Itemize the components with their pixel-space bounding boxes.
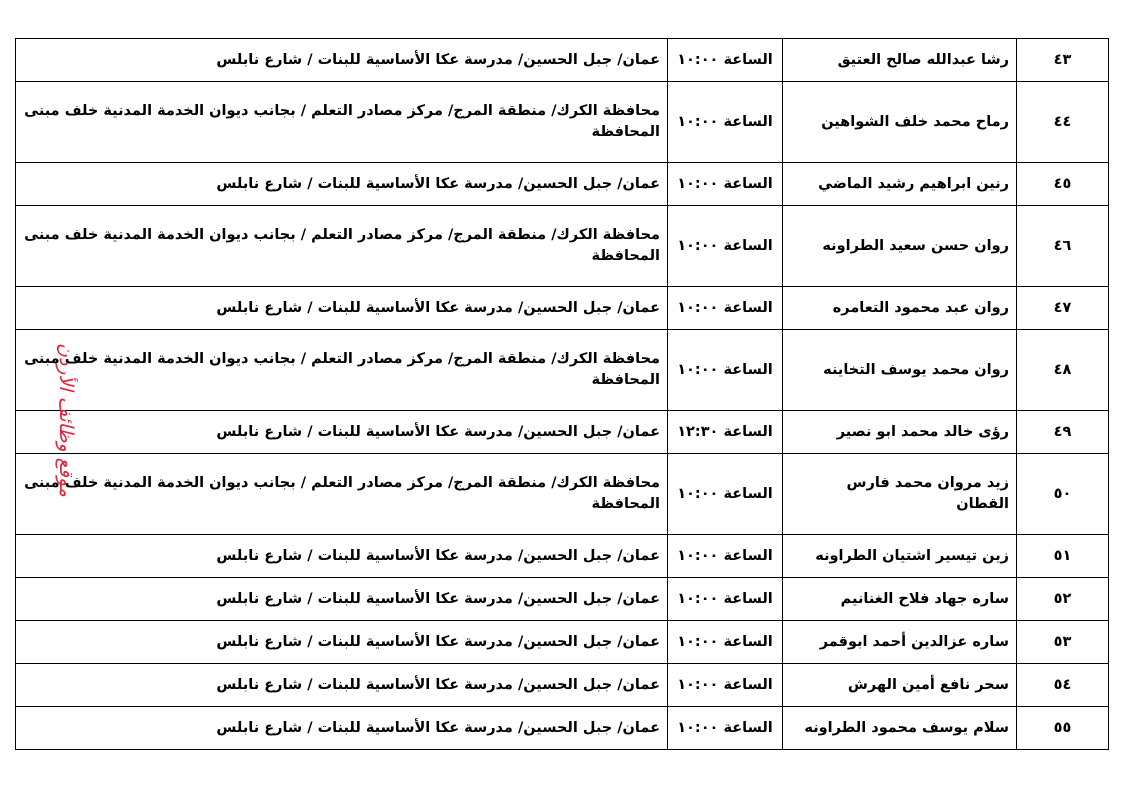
applicant-name: سلام يوسف محمود الطراونه [783, 707, 1017, 750]
table-row [16, 206, 1109, 287]
table-row [16, 411, 1109, 454]
table-row [16, 621, 1109, 664]
applicant-name: روان محمد يوسف التخاينه [783, 330, 1017, 411]
watermark: موقع وظائف الأردن [55, 342, 77, 497]
exam-location [16, 206, 668, 287]
location-text: عمان/ جبل الحسين/ مدرسة عكا الأساسية للبنات / شارع نابلس [216, 423, 660, 440]
location-text: عمان/ جبل الحسين/ مدرسة عكا الأساسية للبنات / شارع نابلس [216, 719, 660, 736]
exam-location [16, 707, 668, 750]
table-row [16, 287, 1109, 330]
location-text: محافظة الكرك/ منطقة المرج/ مركز مصادر التعلم / بجانب ديوان الخدمة المدنية خلف مبنى المحافظة [24, 475, 660, 512]
table-row [16, 82, 1109, 163]
exam-time: الساعة ١٠:٠٠ [668, 664, 783, 707]
location-text: عمان/ جبل الحسين/ مدرسة عكا الأساسية للبنات / شارع نابلس [216, 175, 660, 192]
applicant-name: رؤى خالد محمد ابو نصير [783, 411, 1017, 454]
table-row [16, 707, 1109, 750]
exam-time: الساعة ١٠:٠٠ [668, 330, 783, 411]
row-number: ٤٦ [1017, 206, 1109, 287]
exam-time: الساعة ١٠:٠٠ [668, 82, 783, 163]
exam-time: الساعة ١٠:٠٠ [668, 163, 783, 206]
location-text: عمان/ جبل الحسين/ مدرسة عكا الأساسية للبنات / شارع نابلس [216, 676, 660, 693]
applicant-name: سحر نافع أمين الهرش [783, 664, 1017, 707]
location-text: عمان/ جبل الحسين/ مدرسة عكا الأساسية للبنات / شارع نابلس [216, 547, 660, 564]
table-row [16, 330, 1109, 411]
row-number: ٥٠ [1017, 454, 1109, 535]
exam-time: الساعة ١٠:٠٠ [668, 578, 783, 621]
table-row [16, 664, 1109, 707]
row-number: ٤٥ [1017, 163, 1109, 206]
applicant-name: رماح محمد خلف الشواهين [783, 82, 1017, 163]
location-text: عمان/ جبل الحسين/ مدرسة عكا الأساسية للبنات / شارع نابلس [216, 51, 660, 68]
exam-time: الساعة ١٠:٠٠ [668, 535, 783, 578]
exam-location [16, 454, 668, 535]
exam-time: الساعة ١٠:٠٠ [668, 454, 783, 535]
applicant-name: رشا عبدالله صالح العتيق [783, 39, 1017, 82]
row-number: ٤٣ [1017, 39, 1109, 82]
exam-location [16, 39, 668, 82]
applicants-table [15, 38, 1109, 750]
table-row [16, 39, 1109, 82]
row-number: ٥٢ [1017, 578, 1109, 621]
exam-location [16, 82, 668, 163]
table-row [16, 163, 1109, 206]
table-row [16, 454, 1109, 535]
location-text: عمان/ جبل الحسين/ مدرسة عكا الأساسية للبنات / شارع نابلس [216, 299, 660, 316]
row-number: ٤٩ [1017, 411, 1109, 454]
applicant-name: ساره جهاد فلاح الغنانيم [783, 578, 1017, 621]
table-row [16, 578, 1109, 621]
applicant-name: روان عبد محمود التعامره [783, 287, 1017, 330]
table-row [16, 535, 1109, 578]
exam-time: الساعة ١٢:٣٠ [668, 411, 783, 454]
exam-location [16, 287, 668, 330]
row-number: ٥٤ [1017, 664, 1109, 707]
row-number: ٤٤ [1017, 82, 1109, 163]
exam-location [16, 411, 668, 454]
location-text: محافظة الكرك/ منطقة المرج/ مركز مصادر التعلم / بجانب ديوان الخدمة المدنية خلف مبنى المحافظة [24, 351, 660, 388]
row-number: ٤٧ [1017, 287, 1109, 330]
location-text: عمان/ جبل الحسين/ مدرسة عكا الأساسية للبنات / شارع نابلس [216, 633, 660, 650]
applicant-name: زيد مروان محمد فارس القطان [783, 454, 1017, 535]
location-text: عمان/ جبل الحسين/ مدرسة عكا الأساسية للبنات / شارع نابلس [216, 590, 660, 607]
applicant-name: روان حسن سعيد الطراونه [783, 206, 1017, 287]
exam-time: الساعة ١٠:٠٠ [668, 39, 783, 82]
applicant-name: زين تيسير اشتيان الطراونه [783, 535, 1017, 578]
exam-time: الساعة ١٠:٠٠ [668, 621, 783, 664]
exam-time: الساعة ١٠:٠٠ [668, 206, 783, 287]
applicant-name: ساره عزالدين أحمد ابوقمر [783, 621, 1017, 664]
row-number: ٥٥ [1017, 707, 1109, 750]
applicant-name: رنين ابراهيم رشيد الماضي [783, 163, 1017, 206]
row-number: ٥٣ [1017, 621, 1109, 664]
exam-time: الساعة ١٠:٠٠ [668, 287, 783, 330]
exam-location [16, 535, 668, 578]
exam-location [16, 664, 668, 707]
row-number: ٤٨ [1017, 330, 1109, 411]
exam-location [16, 163, 668, 206]
exam-location [16, 621, 668, 664]
exam-location [16, 330, 668, 411]
row-number: ٥١ [1017, 535, 1109, 578]
exam-time: الساعة ١٠:٠٠ [668, 707, 783, 750]
location-text: محافظة الكرك/ منطقة المرج/ مركز مصادر التعلم / بجانب ديوان الخدمة المدنية خلف مبنى المحافظة [24, 227, 660, 264]
location-text: محافظة الكرك/ منطقة المرج/ مركز مصادر التعلم / بجانب ديوان الخدمة المدنية خلف مبنى المحافظة [24, 103, 660, 140]
exam-location [16, 578, 668, 621]
